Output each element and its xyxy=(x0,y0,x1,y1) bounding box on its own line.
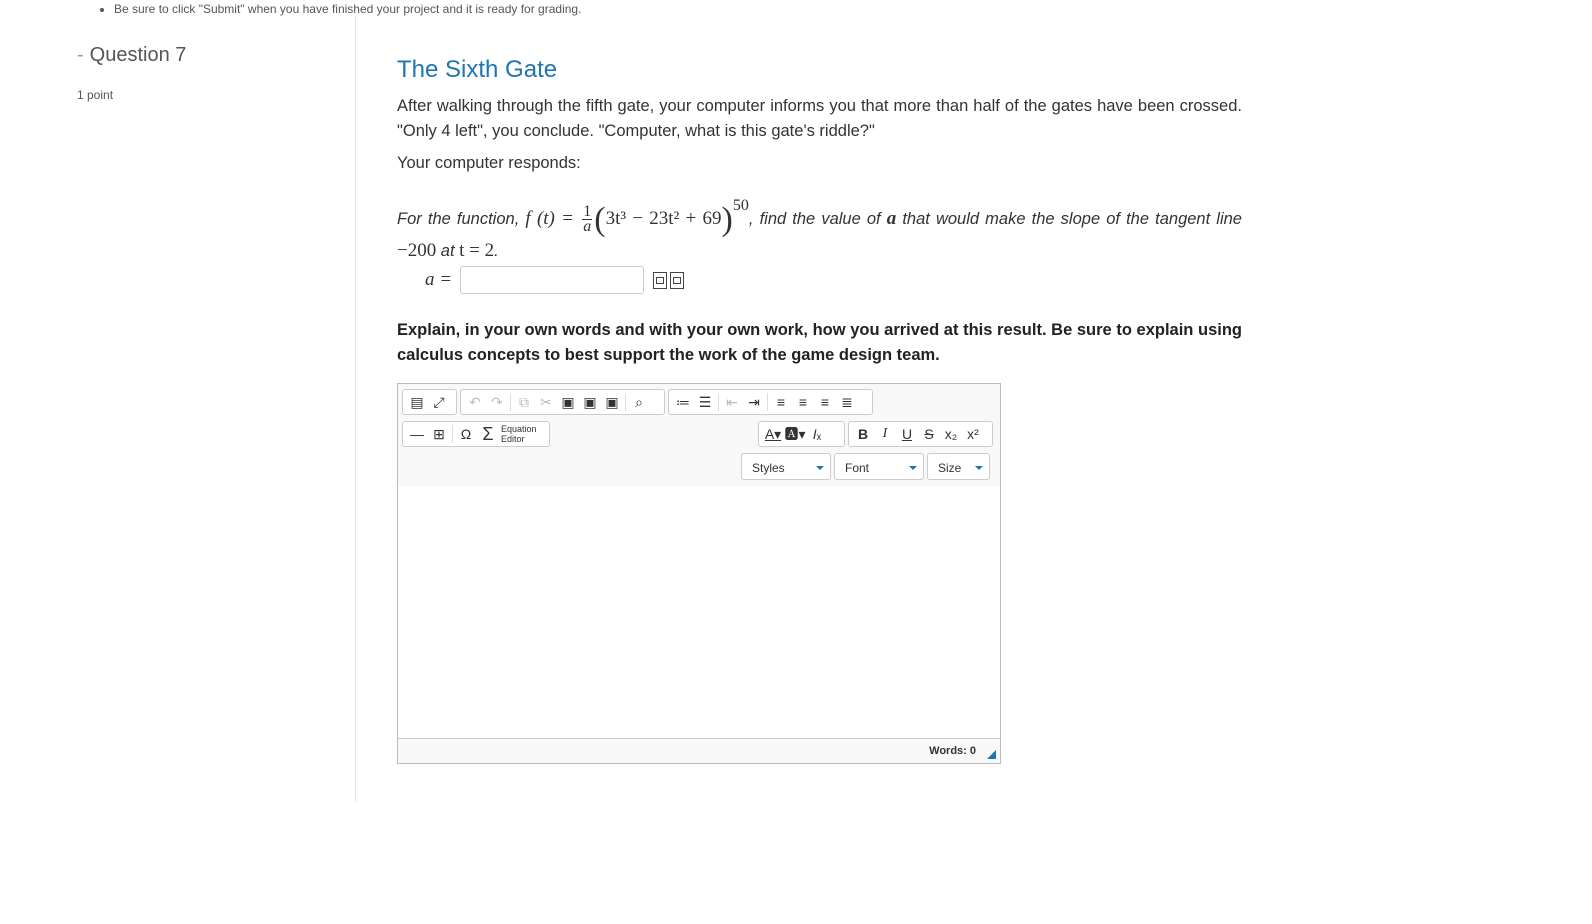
question-points: 1 point xyxy=(77,88,114,102)
size-select[interactable] xyxy=(927,453,990,480)
size-label: Size xyxy=(938,461,962,475)
polynomial: 3t³ − 23t² + 69 xyxy=(605,207,722,229)
question-title-heading: The Sixth Gate xyxy=(397,56,558,83)
editor-status-bar xyxy=(398,739,1000,763)
riddle-text xyxy=(397,190,1242,267)
sigma-icon[interactable]: Σ xyxy=(482,423,494,444)
question-title: Question 7 xyxy=(89,44,187,66)
toolbar-group-view xyxy=(402,389,457,415)
align-center-icon[interactable]: ≡ xyxy=(798,394,808,410)
bullet-icon xyxy=(100,8,104,12)
editor-toolbar xyxy=(398,384,1000,487)
styles-caret-icon xyxy=(816,466,824,470)
paste-icon[interactable]: ▣ xyxy=(561,393,575,410)
close-paren: ) xyxy=(721,200,733,238)
size-caret-icon xyxy=(975,466,983,470)
bg-color-icon[interactable]: 🅰▾ xyxy=(784,426,806,442)
riddle-at: at xyxy=(436,241,460,260)
find-icon[interactable]: ⌕ xyxy=(635,393,643,410)
paste-text-icon[interactable]: ▣ xyxy=(583,393,597,410)
answer-row xyxy=(425,266,684,294)
point-value: t = 2 xyxy=(459,239,495,261)
strikethrough-icon[interactable]: S xyxy=(924,426,934,442)
submit-reminder xyxy=(100,2,581,16)
align-left-icon[interactable]: ≡ xyxy=(776,394,786,410)
bullet-list-icon[interactable]: ☰ xyxy=(698,393,712,410)
equation-editor-button[interactable] xyxy=(501,424,537,444)
source-icon[interactable]: ▤ xyxy=(410,393,424,410)
toolbar-group-clipboard xyxy=(460,389,665,415)
superscript-icon[interactable]: x² xyxy=(967,426,979,442)
exponent: 50 xyxy=(732,196,749,214)
toolbar-group-color xyxy=(758,421,845,447)
numbered-list-icon[interactable]: ≔ xyxy=(676,393,690,410)
word-count: Words: 0 xyxy=(929,745,976,757)
italic-icon[interactable]: I xyxy=(882,426,888,441)
table-icon[interactable]: ⊞ xyxy=(433,425,445,442)
fraction-numerator: 1 xyxy=(583,202,592,220)
editor-content-area[interactable] xyxy=(398,486,1000,739)
horizontal-rule-icon[interactable]: ― xyxy=(410,426,424,442)
justify-icon[interactable]: ≣ xyxy=(841,393,853,410)
riddle-end: . xyxy=(494,241,499,260)
special-char-icon[interactable]: Ω xyxy=(460,426,472,442)
underline-icon[interactable]: U xyxy=(901,426,913,442)
toolbar-group-basic xyxy=(848,421,993,447)
cut-icon[interactable]: ✂ xyxy=(540,393,552,410)
maximize-icon[interactable]: ⤢ xyxy=(433,393,445,410)
question-header[interactable] xyxy=(77,44,186,67)
bold-icon[interactable]: B xyxy=(857,426,869,442)
collapse-dash[interactable]: - xyxy=(77,44,84,66)
styles-label: Styles xyxy=(752,461,785,475)
open-paren: ( xyxy=(594,200,606,238)
answer-input[interactable] xyxy=(460,266,644,294)
eq-label-2: Editor xyxy=(501,434,525,444)
toolbar-group-paragraph xyxy=(668,389,873,415)
subscript-icon[interactable]: x₂ xyxy=(944,426,958,442)
column-divider xyxy=(355,16,356,802)
align-right-icon[interactable]: ≡ xyxy=(820,394,830,410)
styles-select[interactable] xyxy=(741,453,831,480)
riddle-mid2: that would make the slope of the tangent line xyxy=(896,209,1242,228)
explain-prompt: Explain, in your own words and with your own work, how you arrived at this result. Be sure to explain using calculus concepts to best support the work of the game design team. xyxy=(397,321,1242,364)
slope-value: −200 xyxy=(397,239,437,261)
question-body xyxy=(397,56,1242,267)
function-expression xyxy=(525,196,749,238)
fraction xyxy=(582,202,592,235)
answer-label: a = xyxy=(425,269,453,290)
intro-paragraph: After walking through the fifth gate, your computer informs you that more than half of the gates have been crossed. "Only 4 left", you conclude. "Computer, what is this gate's riddle?" xyxy=(397,97,1242,140)
fraction-denominator: a xyxy=(583,217,592,235)
redo-icon[interactable]: ↷ xyxy=(491,393,503,410)
font-caret-icon xyxy=(909,466,917,470)
submit-reminder-text: Be sure to click "Submit" when you have finished your project and it is ready for grading. xyxy=(114,2,582,16)
variable-a: a xyxy=(886,207,897,229)
toolbar-group-insert xyxy=(402,421,550,447)
copy-icon[interactable]: ⧉ xyxy=(519,393,529,410)
equation-icon[interactable] xyxy=(670,272,684,289)
riddle-mid: , find the value of xyxy=(748,209,887,228)
eq-label-1: Equation xyxy=(501,424,537,434)
text-color-icon[interactable]: A▾ xyxy=(764,425,782,442)
remove-format-icon[interactable]: I ₓ xyxy=(812,426,822,442)
rich-text-editor xyxy=(397,383,1001,764)
function-name: f (t) = xyxy=(525,207,581,229)
resize-handle-icon[interactable] xyxy=(987,750,996,759)
preview-icon[interactable] xyxy=(653,272,667,289)
responds-paragraph: Your computer responds: xyxy=(397,154,581,172)
riddle-pre: For the function, xyxy=(397,209,526,228)
paste-word-icon[interactable]: ▣ xyxy=(605,393,619,410)
indent-icon[interactable]: ⇥ xyxy=(748,393,760,410)
undo-icon[interactable]: ↶ xyxy=(469,393,481,410)
outdent-icon[interactable]: ⇤ xyxy=(726,393,738,410)
font-label: Font xyxy=(845,461,870,475)
font-select[interactable] xyxy=(834,453,924,480)
